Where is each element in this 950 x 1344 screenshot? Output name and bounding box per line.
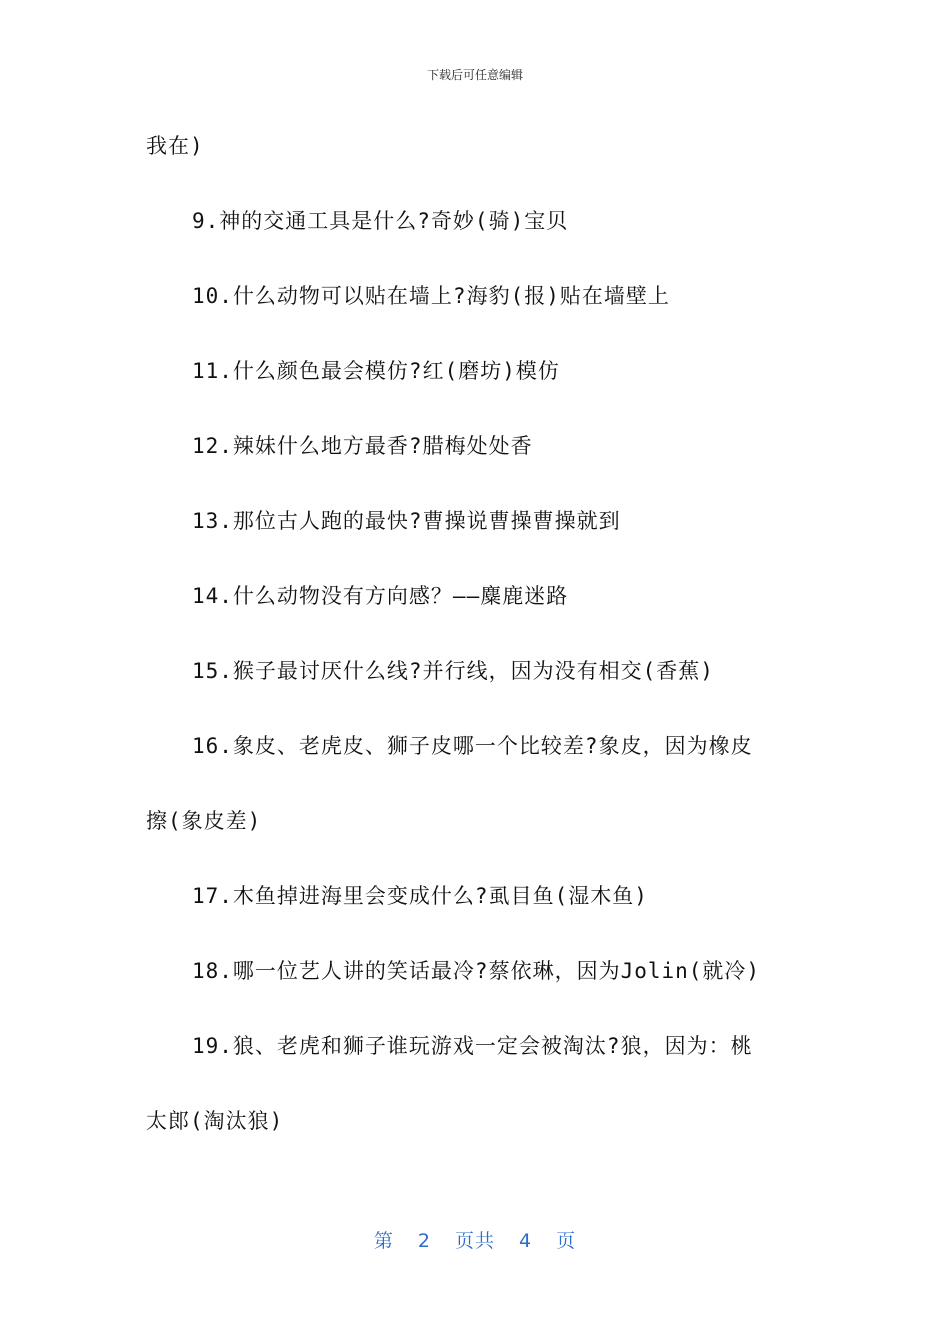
paragraph-line: 擦(象皮差) [146,809,262,833]
document-body [146,122,806,1172]
paragraph-line: 我在) [146,134,204,158]
footer-total-pages: 4 [519,1230,533,1252]
page-header: 下载后可任意编辑 [426,68,523,82]
paragraph-line: 19.狼、老虎和狮子谁玩游戏一定会被淘汰?狼，因为：桃 [192,1034,753,1058]
footer-page-number: 2 [417,1230,431,1252]
footer-middle: 页共 [454,1230,495,1252]
paragraph-line: 太郎(淘汰狼) [146,1109,284,1133]
paragraph-line: 11.什么颜色最会模仿?红(磨坊)模仿 [192,359,560,383]
paragraph-line: 14.什么动物没有方向感？——麋鹿迷路 [192,584,569,608]
paragraph-line: 16.象皮、老虎皮、狮子皮哪一个比较差?象皮，因为橡皮 [192,734,753,758]
paragraph-line: 10.什么动物可以贴在墙上?海豹(报)贴在墙壁上 [192,284,670,308]
paragraph-line: 15.猴子最讨厌什么线?并行线，因为没有相交(香蕉) [192,659,714,683]
paragraph-line: 18.哪一位艺人讲的笑话最冷?蔡依琳，因为Jolin(就冷) [192,959,761,983]
paragraph-line: 13.那位古人跑的最快?曹操说曹操曹操就到 [192,509,621,533]
footer-prefix: 第 [373,1230,394,1252]
paragraph-line: 12.辣妹什么地方最香?腊梅处处香 [192,434,533,458]
paragraph-line: 17.木鱼掉进海里会变成什么?虱目鱼(湿木鱼) [192,884,648,908]
page-footer [0,1226,950,1253]
paragraph-line: 9.神的交通工具是什么?奇妙(骑)宝贝 [192,209,569,233]
footer-suffix: 页 [556,1230,577,1252]
